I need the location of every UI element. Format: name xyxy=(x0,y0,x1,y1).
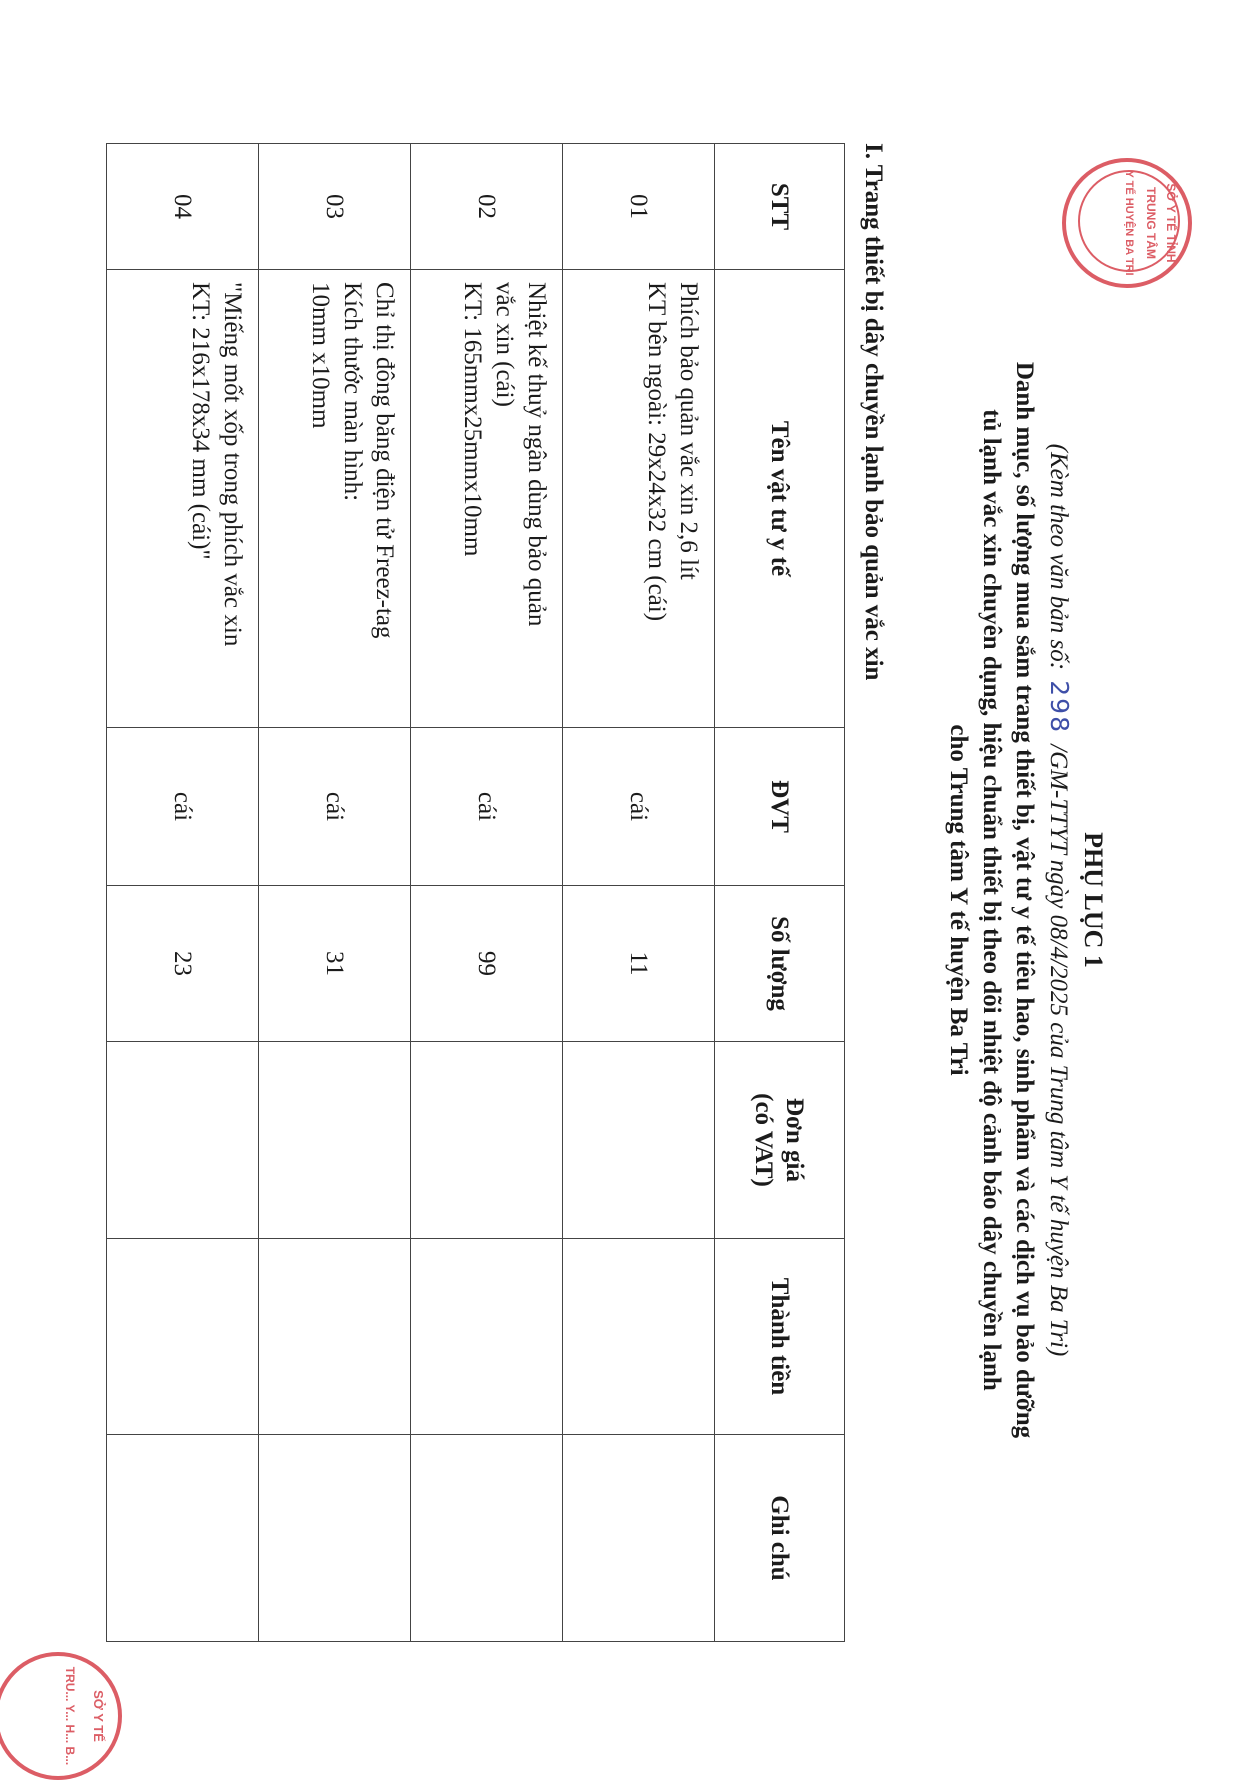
cell-name xyxy=(563,270,715,728)
cell-quantity: 99 xyxy=(411,886,563,1042)
cell-quantity: 31 xyxy=(259,886,411,1042)
seal-text-bottom: Y TẾ HUYỆN BA TRI xyxy=(1123,170,1135,276)
cell-note xyxy=(411,1435,563,1642)
header-quantity: Số lượng xyxy=(715,886,845,1042)
cell-unit-price xyxy=(259,1042,411,1239)
cell-amount xyxy=(563,1239,715,1435)
cell-name-line-2: KT: 216x178x34 mm (cái)" xyxy=(187,282,214,560)
document-heading xyxy=(942,150,1110,1650)
cell-name-line-1: Chỉ thị đông băng điện tử Freez-tag xyxy=(371,282,398,639)
cell-stt: 04 xyxy=(107,144,259,270)
seal-2-text-top: SỞ Y TẾ xyxy=(91,1690,106,1742)
header-unit-price-line-2: (có VAT) xyxy=(750,1093,778,1187)
cell-note xyxy=(107,1435,259,1642)
cell-amount xyxy=(411,1239,563,1435)
cell-quantity: 23 xyxy=(107,886,259,1042)
header-unit-price xyxy=(715,1042,845,1239)
cell-stt: 03 xyxy=(259,144,411,270)
cell-stt: 02 xyxy=(411,144,563,270)
cell-name xyxy=(107,270,259,728)
cell-name-line-2: vắc xin (cái) xyxy=(491,282,518,407)
table-row xyxy=(411,144,563,1642)
header-unit: ĐVT xyxy=(715,728,845,886)
section-heading: I. Trang thiết bị dây chuyền lạnh bảo quản vắc xin xyxy=(860,143,887,681)
header-stt: STT xyxy=(715,144,845,270)
header-name: Tên vật tư y tế xyxy=(715,270,845,728)
cell-note xyxy=(563,1435,715,1642)
appendix-title: PHỤ LỤC 1 xyxy=(1079,832,1108,968)
table-header-row xyxy=(715,144,845,1642)
reference-line xyxy=(1041,150,1076,1650)
supplies-table xyxy=(106,143,845,1642)
seal-text-middle: TRUNG TÂM xyxy=(1144,187,1158,259)
cell-note xyxy=(259,1435,411,1642)
cell-name-line-2: KT bên ngoài: 29x24x32 cm (cái) xyxy=(643,282,670,622)
table-row xyxy=(107,144,259,1642)
cell-name-line-1: Phích bảo quản vắc xin 2,6 lít xyxy=(675,282,702,580)
cell-name xyxy=(259,270,411,728)
cell-unit-price xyxy=(411,1042,563,1239)
cell-name-line-1: "Miếng mốt xốp trong phích vắc xin xyxy=(219,282,246,647)
header-amount: Thành tiền xyxy=(715,1239,845,1435)
cell-unit: cái xyxy=(107,728,259,886)
seal-text-top: SỞ Y TẾ TỈNH xyxy=(1164,183,1178,263)
header-unit-price-line-1: Đơn giá xyxy=(781,1098,809,1182)
cell-name-line-3: KT: 165mmx25mmx10mm xyxy=(459,282,486,557)
reference-suffix: /GM-TTYT ngày 08/4/2025 của Trung tâm Y tế huyện Ba Tri) xyxy=(1045,744,1072,1357)
handwritten-reference-number: 298 xyxy=(1045,680,1074,734)
cell-unit: cái xyxy=(259,728,411,886)
partial-seal-stamp xyxy=(0,1652,122,1780)
seal-2-text-bottom: TRU... Y... H... B... xyxy=(63,1666,77,1766)
cell-amount xyxy=(259,1239,411,1435)
description-line-3: cho Trung tâm Y tế huyện Ba Tri xyxy=(945,724,972,1076)
header-note: Ghi chú xyxy=(715,1435,845,1642)
cell-amount xyxy=(107,1239,259,1435)
table-row xyxy=(563,144,715,1642)
cell-name-line-1: Nhiệt kế thuỷ ngân dùng bảo quản xyxy=(523,282,550,627)
cell-stt: 01 xyxy=(563,144,715,270)
table-row xyxy=(259,144,411,1642)
cell-name-line-2: Kích thước màn hình: xyxy=(339,282,366,502)
description-line-1: Danh mục, số lượng mua sắm trang thiết bị, vật tư y tế tiêu hao, sinh phẩm và các dịch vụ bảo dưỡng xyxy=(1011,361,1038,1439)
cell-unit-price xyxy=(563,1042,715,1239)
cell-unit: cái xyxy=(411,728,563,886)
reference-prefix: (Kèm theo văn bản số: xyxy=(1045,443,1072,671)
cell-quantity: 11 xyxy=(563,886,715,1042)
description-line-2: tủ lạnh vắc xin chuyên dụng, hiệu chuẩn thiết bị theo dõi nhiệt độ cảnh báo dây chuyền lạnh xyxy=(978,409,1005,1391)
cell-unit: cái xyxy=(563,728,715,886)
cell-name xyxy=(411,270,563,728)
cell-name-line-3: 10mm x10mm xyxy=(307,282,334,429)
cell-unit-price xyxy=(107,1042,259,1239)
